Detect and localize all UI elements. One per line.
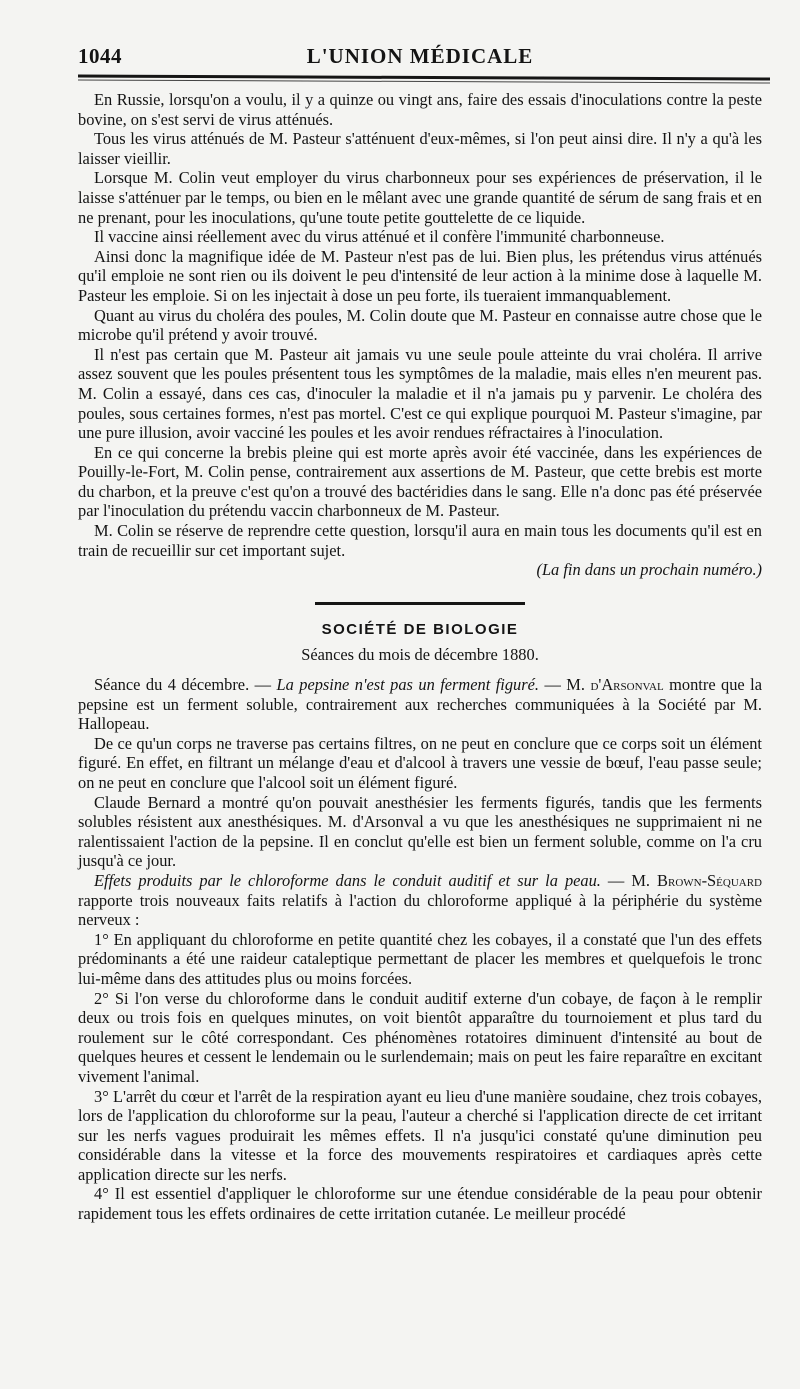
seance-rest: montre que la pepsine est un ferment soluble, contrairement aux recherches communiquées à la Société par M. Hallopeau. (78, 675, 762, 734)
paragraph: Tous les virus atténués de M. Pasteur s'atténuent d'eux-mêmes, si l'on peut ainsi dire. Il n'y a qu'à les laisser vieillir. (78, 129, 762, 168)
paragraph: Quant au virus du choléra des poules, M. Colin doute que M. Pasteur en connaisse autre chose que le microbe qu'il prétend y avoir trouvé. (78, 305, 762, 345)
section-subtitle: Séances du mois de décembre 1880. (301, 645, 539, 665)
numbered-item: 2° Si l'on verse du chloroforme dans le conduit auditif externe d'un cobaye, de façon à le remplir deux ou trois fois en quelques minutes, on voit bientôt apparaître du tournoiement et plus tard du roulement sur le côté correspondant. Ces phénomènes rotatoires diminuent d'intensité au bout de quelques heures et cessent le lendemain ou le surlendemain; mais on peut les faire reparaître en excitant vivement l'animal. (78, 988, 762, 1086)
section-title: SOCIÉTÉ DE BIOLOGIE (321, 620, 519, 638)
paragraph: Il vaccine ainsi réellement avec du virus atténué et il confère l'immunité charbonneuse. (94, 227, 665, 247)
paragraph: M. Colin se réserve de reprendre cette question, lorsqu'il aura en main tous les documents qu'il est en train de recueillir sur cet important sujet. (78, 521, 762, 560)
paragraph: En Russie, lorsqu'on a voulu, il y a quinze ou vingt ans, faire des essais d'inoculations contre la peste bovine, on s'est servi de virus atténués. (78, 90, 762, 129)
header-rule-thin (78, 79, 770, 83)
effets-paragraph (78, 871, 762, 930)
continuation-note: (La fin dans un prochain numéro.) (536, 560, 762, 580)
journal-title: L'UNION MÉDICALE (306, 44, 534, 68)
section-divider (315, 602, 525, 605)
effets-dash: — M. (600, 870, 658, 890)
effets-rest: rapporte trois nouveaux faits relatifs à l'action du chloroforme appliqué à la périphérie du système nerveux : (78, 890, 762, 930)
numbered-item: 3° L'arrêt du cœur et l'arrêt de la respiration ayant eu lieu d'une manière soudaine, chez trois cobayes, lors de l'application du chloroforme sur la peau, l'auteur a cherché si l'application directe de cet irritant sur les nerfs vagues produirait les mêmes effets. Il n'a jusqu'ici constaté qu'une diminution peu considérable dans la vitesse et la force des mouvements respiratoires et cardiaques après cette application directe sur les nerfs. (78, 1086, 762, 1184)
paragraph: Il n'est pas certain que M. Pasteur ait jamais vu une seule poule atteinte du vrai choléra. Il arrive assez souvent que les poules présentent tous les symptômes de la maladie, mais elles n'en meurent pas. M. Colin a essayé, dans ces cas, d'inoculer la maladie et il n'a jamais pu y parvenir. Le choléra des poules, sous certaines formes, n'est pas mortel. C'est ce qui explique pourquoi M. Pasteur s'imagine, par une pure illusion, avoir vacciné les poules et les avoir rendues réfractaires à l'inoculation. (78, 344, 762, 443)
seance-paragraph (78, 675, 762, 734)
numbered-item: 4° Il est essentiel d'appliquer le chloroforme sur une étendue considérable de la peau pour obtenir rapidement tous les effets ordinaires de cette irritation cutanée. Le meilleur procédé (78, 1184, 762, 1224)
paragraph: Claude Bernard a montré qu'on pouvait anesthésier les ferments figurés, tandis que les ferments solubles résistent aux anesthésiques. M. d'Arsonval a vu que les anesthésiques ne supprimaient ni ne ralentissaient l'action de la pepsine. Il en conclut qu'elle est bien un ferment soluble, comme on l'a cru jusqu'à ce jour. (78, 792, 762, 871)
seance-topic: La pepsine n'est pas un ferment figuré. (276, 675, 539, 695)
paragraph: Lorsque M. Colin veut employer du virus charbonneux pour ses expériences de préservation, il le laisse s'atténuer par le temps, ou bien en le mêlant avec une grande quantité de sérum de sang frais et en ne prenant, pour les inoculations, qu'une toute petite gouttelette de ce liquide. (78, 168, 762, 227)
numbered-item: 1° En appliquant du chloroforme en petite quantité chez les cobayes, il a constaté que l'un des effets prédominants a été une raideur cataleptique permettant de placer les membres et quelquefois le tronc lui-même dans des attitudes plus ou moins forcées. (78, 929, 762, 988)
effets-author: Brown-Séquard (657, 870, 762, 890)
page-number: 1044 (78, 44, 122, 68)
seance-date: Séance du 4 décembre. — (94, 675, 277, 695)
paragraph: Ainsi donc la magnifique idée de M. Pasteur n'est pas de lui. Bien plus, les prétendus virus atténués qu'il emploie ne sont rien ou ils doivent le peu d'intensité de leur action à la minime dose à laquelle M. Pasteur les emploie. Si on les injectait à dose un peu forte, ils tueraient immanquablement. (78, 246, 762, 305)
seance-dash: — M. (539, 675, 591, 695)
paragraph: De ce qu'un corps ne traverse pas certains filtres, on ne peut en conclure que ce corps soit un élément figuré. En effet, en filtrant un mélange d'eau et d'alcool à travers une vessie de bœuf, l'eau passe seule; on ne peut en conclure que l'alcool soit un élément figuré. (78, 733, 762, 792)
effets-topic: Effets produits par le chloroforme dans le conduit auditif et sur la peau. (94, 870, 601, 890)
page-header (78, 44, 762, 72)
article-body (78, 90, 762, 1224)
paragraph: En ce qui concerne la brebis pleine qui est morte après avoir été vaccinée, dans les expériences de Pouilly-le-Fort, M. Colin pense, contrairement aux assertions de M. Pasteur, que cette brebis est morte du charbon, et la preuve c'est qu'on a trouvé des bactéridies dans le sang. Elle n'a donc pas été préservée par l'inoculation du prétendu vaccin charbonneux de M. Pasteur. (78, 442, 762, 521)
seance-author: d'Arsonval (590, 675, 664, 695)
